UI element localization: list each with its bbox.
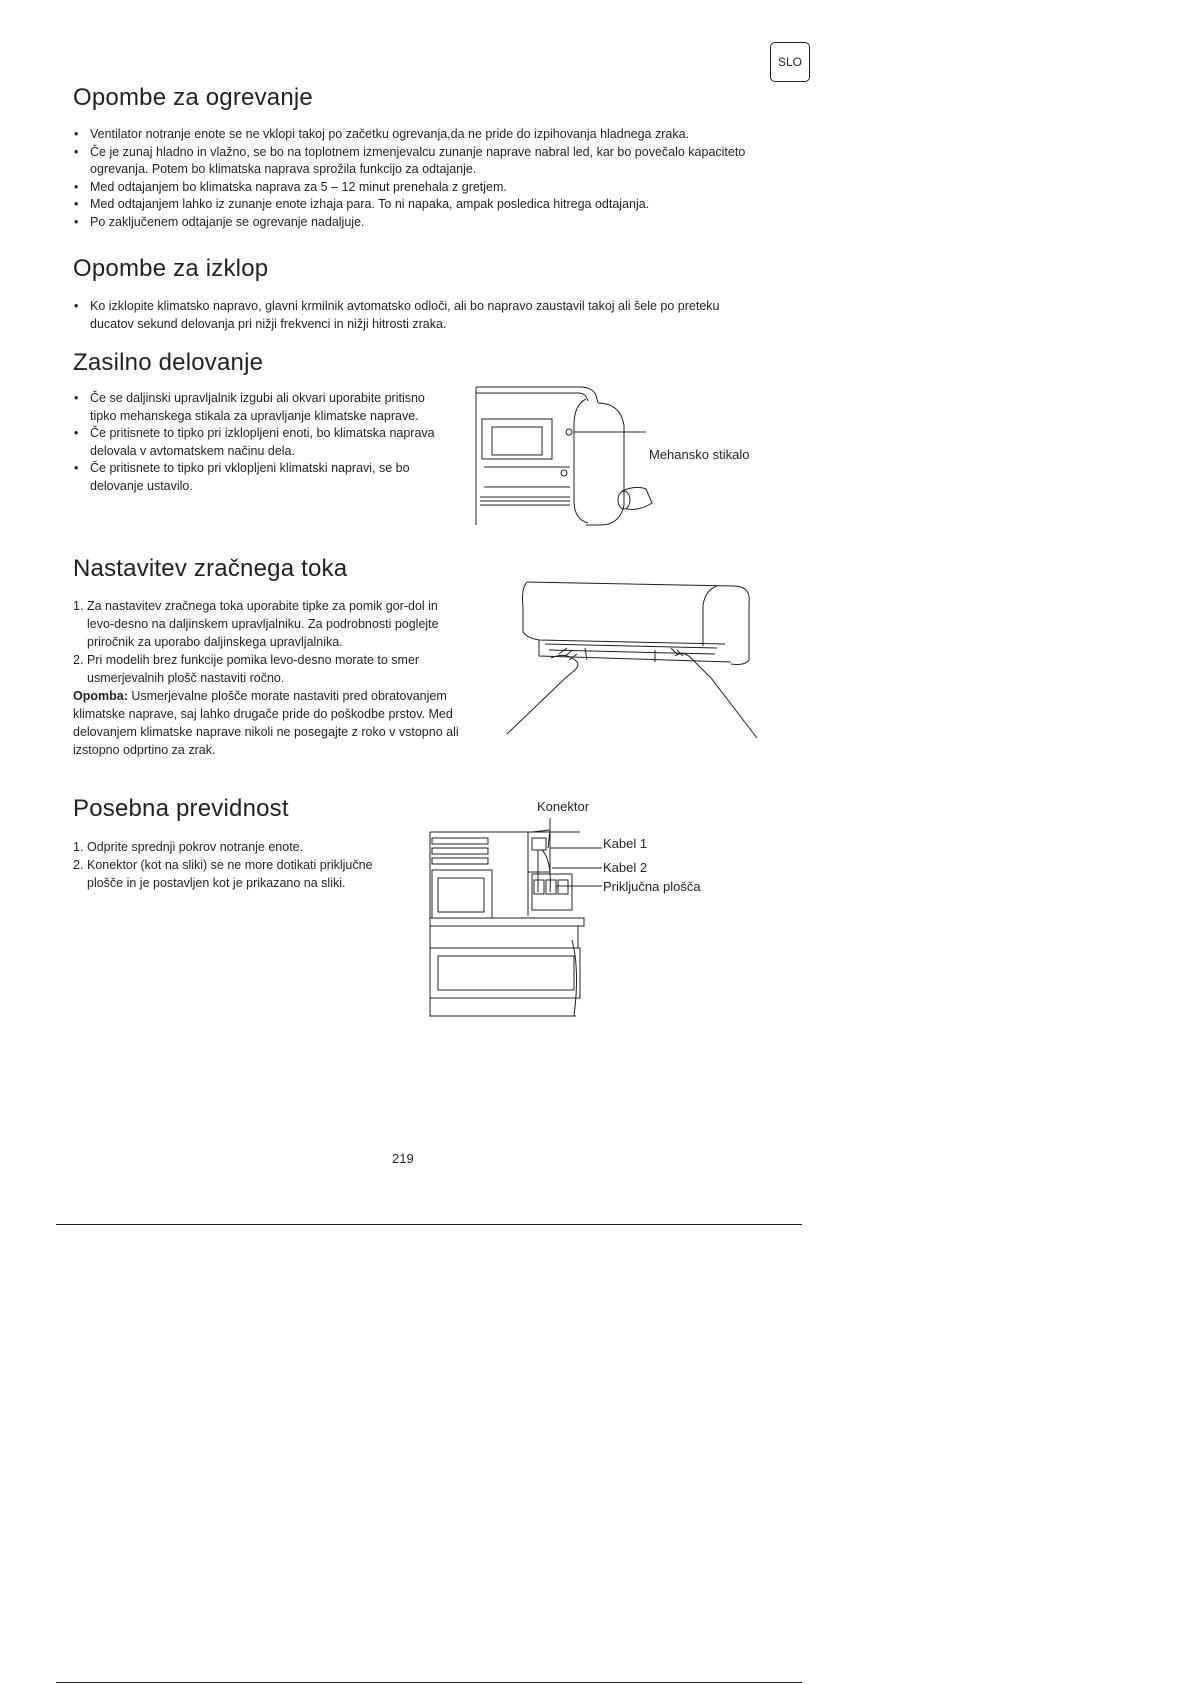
step-text: Odprite sprednji pokrov notranje enote. xyxy=(87,840,304,854)
airflow-steps xyxy=(73,597,468,687)
step-text: Za nastavitev zračnega toka uporabite tipke za pomik gor-dol in levo-desno na daljinskem upravljalniku. Za podrobnosti poglejte priročnik za uporabo daljinskega upravljalnika. xyxy=(87,599,439,649)
list-item: • Po zaključenem odtajanje se ogrevanje nadaljuje. xyxy=(73,214,773,232)
step-number: 2. xyxy=(73,653,84,667)
step-text: Pri modelih brez funkcije pomika levo-desno morate to smer usmerjevalnih plošč nastaviti ročno. xyxy=(87,653,420,685)
list-item: • Če pritisnete to tipko pri vklopljeni klimatski napravi, se bo delovanje ustavilo. xyxy=(73,460,445,495)
shutdown-notes-list xyxy=(73,298,733,333)
emergency-operation-list xyxy=(73,390,445,495)
heading-airflow-adjustment: Nastavitev zračnega toka xyxy=(73,555,348,582)
airflow-content xyxy=(73,597,468,759)
page-number: 219 xyxy=(392,1151,414,1166)
step-number: 2. xyxy=(73,858,84,872)
list-item xyxy=(73,856,393,892)
step-number: 1. xyxy=(73,840,84,854)
terminal-board-label: Priključna plošča xyxy=(603,879,701,894)
louver-adjustment-illustration xyxy=(505,578,760,738)
heating-notes-list xyxy=(73,126,773,231)
heading-emergency-operation: Zasilno delovanje xyxy=(73,349,264,376)
mechanical-switch-label: Mehansko stikalo xyxy=(649,447,750,462)
list-item: • Če se daljinski upravljalnik izgubi ali okvari uporabite pritisno tipko mehanskega stikala za upravljanje klimatske naprave. xyxy=(73,390,445,425)
list-item: • Če pritisnete to tipko pri izklopljeni enoti, bo klimatska naprava delovala v avtomatskem načinu dela. xyxy=(73,425,445,460)
connector-label: Konektor xyxy=(537,799,590,814)
cable-2-label: Kabel 2 xyxy=(603,860,648,875)
list-item xyxy=(73,651,468,687)
step-number: 1. xyxy=(73,599,84,613)
list-item: • Če je zunaj hladno in vlažno, se bo na toplotnem izmenjevalcu zunanje naprave nabral led, kar bo povečalo kapaciteto ogrevanja. Potem bo klimatska naprava sprožila funkcijo za odtajanje. xyxy=(73,144,750,179)
language-tag: SLO xyxy=(770,42,810,82)
list-item xyxy=(73,838,393,856)
page-divider-top xyxy=(56,1224,802,1225)
note-label: Opomba: xyxy=(73,689,128,703)
list-item: • Ventilator notranje enote se ne vklopi takoj po začetku ogrevanja,da ne pride do izpihovanja hladnega zraka. xyxy=(73,126,773,144)
airflow-note xyxy=(73,687,468,759)
list-item: • Ko izklopite klimatsko napravo, glavni krmilnik avtomatsko odloči, ali bo napravo zaustavil takoj ali šele po preteku ducatov sekund delovanja pri nižji frekvenci in nižji hitrosti zraka. xyxy=(73,298,733,333)
cable-1-label: Kabel 1 xyxy=(603,836,648,851)
list-item xyxy=(73,597,468,651)
caution-leader-lines xyxy=(530,818,605,888)
list-item: • Med odtajanjem lahko iz zunanje enote izhaja para. To ni napaka, ampak posledica hitrega odtajanja. xyxy=(73,196,773,214)
heading-special-caution: Posebna previdnost xyxy=(73,795,289,822)
caution-steps xyxy=(73,838,393,892)
step-text: Konektor (kot na sliki) se ne more dotikati priključne plošče in je postavljen kot je prikazano na sliki. xyxy=(87,858,373,890)
heading-shutdown-notes: Opombe za izklop xyxy=(73,255,269,282)
heading-heating-notes: Opombe za ogrevanje xyxy=(73,84,313,111)
list-item: • Med odtajanjem bo klimatska naprava za 5 – 12 minut prenehala z gretjem. xyxy=(73,179,773,197)
indoor-unit-switch-illustration xyxy=(470,385,670,527)
note-text: Usmerjevalne plošče morate nastaviti pred obratovanjem klimatske naprave, saj lahko drugače pride do poškodbe prstov. Med delovanjem klimatske naprave nikoli ne posegajte z roko v vstopno ali izstopno odprtino za zrak. xyxy=(73,689,459,757)
page-divider-bottom xyxy=(56,1682,802,1683)
